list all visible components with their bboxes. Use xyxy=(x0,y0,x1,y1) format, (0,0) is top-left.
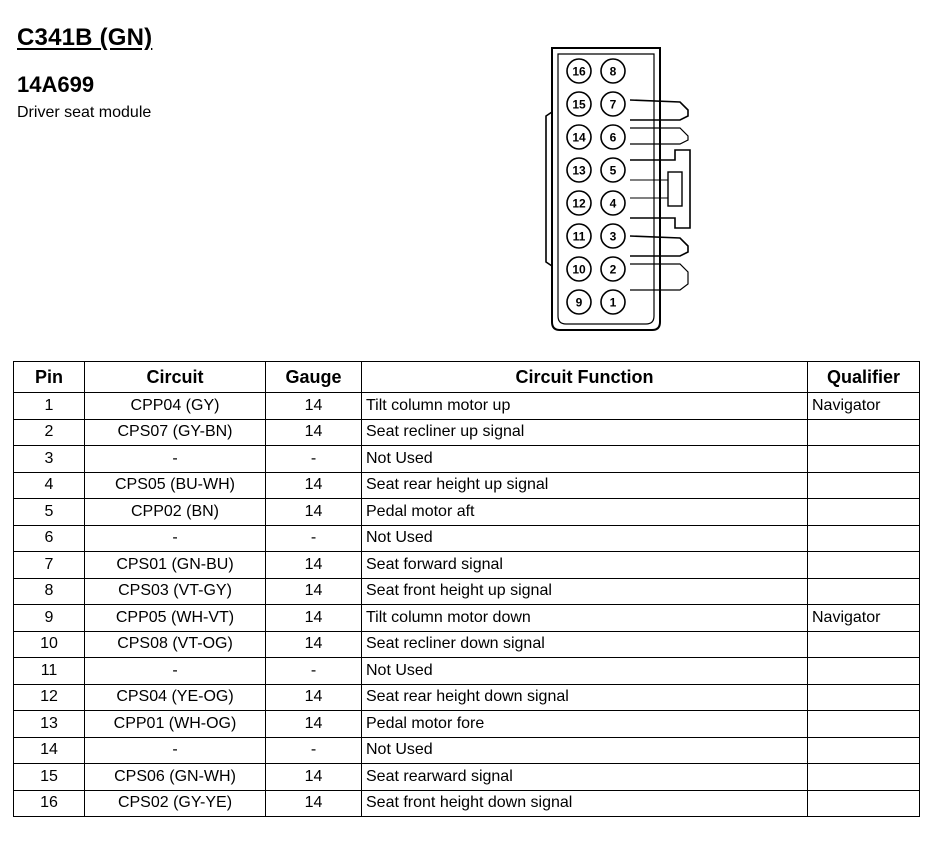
pin-number-label: 6 xyxy=(609,130,617,145)
qualifier-cell xyxy=(808,446,920,473)
qualifier-cell xyxy=(808,552,920,579)
circuit-cell: CPS03 (VT-GY) xyxy=(85,578,266,605)
pin-number-label: 14 xyxy=(572,130,586,145)
connector-pin-10 xyxy=(567,257,591,281)
circuit-cell: CPS07 (GY-BN) xyxy=(85,419,266,446)
connector-pin-2 xyxy=(601,257,625,281)
function-cell: Tilt column motor down xyxy=(362,605,808,632)
connector-pin-16 xyxy=(567,59,591,83)
table-row xyxy=(14,552,920,579)
pin-cell: 6 xyxy=(14,525,85,552)
qualifier-cell xyxy=(808,684,920,711)
circuit-cell: - xyxy=(85,658,266,685)
connector-body xyxy=(552,48,660,330)
circuit-cell: - xyxy=(85,525,266,552)
function-cell: Tilt column motor up xyxy=(362,393,808,420)
pin-number-label: 1 xyxy=(609,295,617,310)
pin-number-label: 13 xyxy=(572,163,586,178)
connector-pin-4 xyxy=(601,191,625,215)
header-circuit-function: Circuit Function xyxy=(362,362,808,393)
table-row xyxy=(14,578,920,605)
gauge-cell: 14 xyxy=(266,631,362,658)
function-cell: Seat forward signal xyxy=(362,552,808,579)
function-cell: Seat recliner down signal xyxy=(362,631,808,658)
pin-number-label: 12 xyxy=(572,196,586,211)
pin-number-label: 10 xyxy=(572,262,586,277)
qualifier-cell xyxy=(808,764,920,791)
function-cell: Not Used xyxy=(362,525,808,552)
table-row xyxy=(14,446,920,473)
header-qualifier: Qualifier xyxy=(808,362,920,393)
gauge-cell: 14 xyxy=(266,419,362,446)
pin-number-label: 4 xyxy=(609,196,617,211)
header-gauge: Gauge xyxy=(266,362,362,393)
circuit-cell: CPP02 (BN) xyxy=(85,499,266,526)
qualifier-cell xyxy=(808,737,920,764)
function-cell: Seat rear height up signal xyxy=(362,472,808,499)
function-cell: Not Used xyxy=(362,446,808,473)
connector-pin-11 xyxy=(567,224,591,248)
gauge-cell: - xyxy=(266,658,362,685)
pin-number-label: 7 xyxy=(609,97,617,112)
connector-pin-5 xyxy=(601,158,625,182)
circuit-cell: CPS02 (GY-YE) xyxy=(85,790,266,817)
gauge-cell: - xyxy=(266,446,362,473)
qualifier-cell xyxy=(808,711,920,738)
gauge-cell: - xyxy=(266,737,362,764)
connector-pin-3 xyxy=(601,224,625,248)
connector-pin-6 xyxy=(601,125,625,149)
qualifier-cell xyxy=(808,419,920,446)
connector-pin-9 xyxy=(567,290,591,314)
table-row xyxy=(14,499,920,526)
pin-cell: 2 xyxy=(14,419,85,446)
header-circuit: Circuit xyxy=(85,362,266,393)
pin-cell: 9 xyxy=(14,605,85,632)
table-row xyxy=(14,684,920,711)
function-cell: Seat recliner up signal xyxy=(362,419,808,446)
pin-cell: 11 xyxy=(14,658,85,685)
qualifier-cell xyxy=(808,578,920,605)
gauge-cell: 14 xyxy=(266,393,362,420)
gauge-cell: - xyxy=(266,525,362,552)
pin-cell: 3 xyxy=(14,446,85,473)
connector-pin-13 xyxy=(567,158,591,182)
component-description: Driver seat module xyxy=(17,104,152,121)
function-cell: Seat front height down signal xyxy=(362,790,808,817)
gauge-cell: 14 xyxy=(266,472,362,499)
connector-pin-1 xyxy=(601,290,625,314)
pin-cell: 8 xyxy=(14,578,85,605)
circuit-cell: CPS04 (YE-OG) xyxy=(85,684,266,711)
table-row xyxy=(14,764,920,791)
qualifier-cell xyxy=(808,525,920,552)
table-row xyxy=(14,737,920,764)
pin-cell: 13 xyxy=(14,711,85,738)
qualifier-cell xyxy=(808,499,920,526)
pin-number-label: 2 xyxy=(609,262,617,277)
table-row xyxy=(14,711,920,738)
connector-pin-14 xyxy=(567,125,591,149)
table-row xyxy=(14,658,920,685)
pin-number-label: 3 xyxy=(609,229,617,244)
function-cell: Not Used xyxy=(362,737,808,764)
gauge-cell: 14 xyxy=(266,790,362,817)
header-pin: Pin xyxy=(14,362,85,393)
table-row xyxy=(14,525,920,552)
function-cell: Seat rearward signal xyxy=(362,764,808,791)
circuit-cell: CPS06 (GN-WH) xyxy=(85,764,266,791)
connector-pin-15 xyxy=(567,92,591,116)
pin-number-label: 16 xyxy=(572,64,586,79)
table-row xyxy=(14,393,920,420)
pin-cell: 1 xyxy=(14,393,85,420)
gauge-cell: 14 xyxy=(266,764,362,791)
function-cell: Seat front height up signal xyxy=(362,578,808,605)
table-row xyxy=(14,605,920,632)
circuit-cell: CPP01 (WH-OG) xyxy=(85,711,266,738)
connector-face-diagram xyxy=(530,40,720,340)
connector-pin-12 xyxy=(567,191,591,215)
function-cell: Not Used xyxy=(362,658,808,685)
function-cell: Pedal motor aft xyxy=(362,499,808,526)
circuit-cell: CPP05 (WH-VT) xyxy=(85,605,266,632)
pin-cell: 7 xyxy=(14,552,85,579)
pin-number-label: 5 xyxy=(609,163,617,178)
qualifier-cell: Navigator xyxy=(808,393,920,420)
qualifier-cell: Navigator xyxy=(808,605,920,632)
table-row xyxy=(14,631,920,658)
function-cell: Seat rear height down signal xyxy=(362,684,808,711)
qualifier-cell xyxy=(808,472,920,499)
gauge-cell: 14 xyxy=(266,552,362,579)
pin-cell: 12 xyxy=(14,684,85,711)
pin-cell: 5 xyxy=(14,499,85,526)
function-cell: Pedal motor fore xyxy=(362,711,808,738)
part-number: 14A699 xyxy=(17,72,95,97)
connector-pin-8 xyxy=(601,59,625,83)
circuit-cell: CPS01 (GN-BU) xyxy=(85,552,266,579)
connector-pin-7 xyxy=(601,92,625,116)
pin-cell: 4 xyxy=(14,472,85,499)
pin-cell: 10 xyxy=(14,631,85,658)
gauge-cell: 14 xyxy=(266,605,362,632)
pinout-table xyxy=(13,361,920,817)
pin-number-label: 8 xyxy=(609,64,617,79)
table-row xyxy=(14,790,920,817)
qualifier-cell xyxy=(808,790,920,817)
pin-cell: 16 xyxy=(14,790,85,817)
gauge-cell: 14 xyxy=(266,499,362,526)
gauge-cell: 14 xyxy=(266,684,362,711)
table-row xyxy=(14,472,920,499)
pin-number-label: 11 xyxy=(572,229,586,244)
pin-number-label: 15 xyxy=(572,97,586,112)
gauge-cell: 14 xyxy=(266,578,362,605)
gauge-cell: 14 xyxy=(266,711,362,738)
table-row xyxy=(14,419,920,446)
qualifier-cell xyxy=(808,658,920,685)
circuit-cell: - xyxy=(85,737,266,764)
table-header-row xyxy=(14,362,920,393)
pin-cell: 15 xyxy=(14,764,85,791)
circuit-cell: - xyxy=(85,446,266,473)
circuit-cell: CPP04 (GY) xyxy=(85,393,266,420)
qualifier-cell xyxy=(808,631,920,658)
circuit-cell: CPS05 (BU-WH) xyxy=(85,472,266,499)
circuit-cell: CPS08 (VT-OG) xyxy=(85,631,266,658)
pin-number-label: 9 xyxy=(575,295,583,310)
connector-title: C341B (GN) xyxy=(17,24,153,51)
pin-cell: 14 xyxy=(14,737,85,764)
